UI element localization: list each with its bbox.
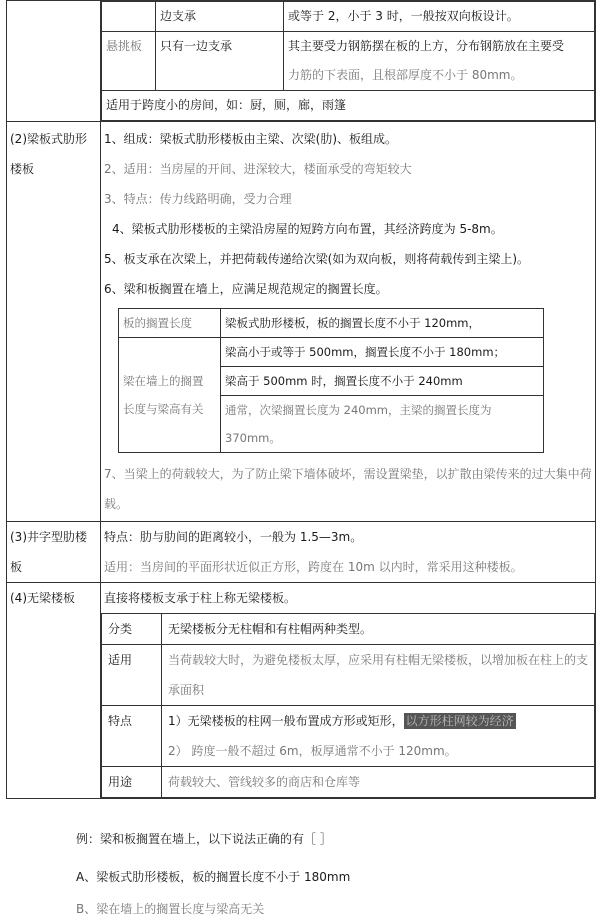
waffle-feature: 特点：肋与肋间的距离较小，一般为 1.5—3m。 — [104, 530, 363, 544]
bearing-beam-label: 长度与梁高有关 — [123, 402, 204, 416]
table-row — [102, 767, 595, 798]
bearing-typical-value: 通常，次梁搁置长度为 240mm，主梁的搁置长度为 370mm。 — [221, 396, 544, 453]
row-text: 无梁楼板分无柱帽和有柱帽两种类型。 — [162, 614, 595, 645]
option-b: B、梁在墙上的搁置长度与梁高无关 — [76, 902, 265, 916]
bearing-slab-value: 梁板式肋形楼板，板的搁置长度不小于 120mm， — [221, 309, 544, 338]
table-row — [102, 614, 595, 645]
slab-type-section — [7, 1, 596, 122]
bearing-beam-value: 梁高于 500mm 时，搁置长度不小于 240mm — [221, 367, 544, 396]
list-item: 5、板支承在次梁上，并把荷载传递给次梁(如为双向板，则将荷载传到主梁上)。 — [104, 252, 530, 266]
list-item: 4、梁板式肋形楼板的主梁沿房屋的短跨方向布置，其经济跨度为 5-8m。 — [112, 222, 503, 236]
table-row — [102, 32, 595, 91]
section-head: (4)无梁楼板 — [7, 583, 101, 799]
question-stem: 例：梁和板搁置在墙上，以下说法正确的有［ ］ — [76, 832, 332, 846]
row-label: 用途 — [102, 767, 162, 798]
support-desc-line: 其主要受力钢筋摆在板的上方，分布钢筋放在主要受 — [288, 39, 565, 53]
support-desc-line: 力筋的下表面，且根部厚度不小于 80mm。 — [288, 68, 523, 82]
flat-slab-section — [7, 583, 596, 799]
usage-note: 适用于跨度小的房间，如：厨，厕，廊，雨篷 — [102, 91, 595, 121]
table-row — [102, 91, 595, 121]
row-label: 适用 — [102, 645, 162, 706]
bearing-length-subtable — [118, 308, 544, 453]
feature-line: 1）无梁楼板的柱网一般布置成方形或矩形， 以方形柱网较为经济 — [168, 714, 514, 728]
row-label: 分类 — [102, 614, 162, 645]
bearing-beam-label: 梁在墙上的搁置 — [123, 374, 204, 388]
bearing-beam-value: 梁高小于或等于 500mm，搁置长度不小于 180mm； — [221, 338, 544, 367]
support-desc: 或等于 2，小于 3 时，一般按双向板设计。 — [284, 2, 595, 32]
waffle-usage: 适用：当房间的平面形状近似正方形，跨度在 10m 以内时，常采用这种楼板。 — [104, 560, 523, 574]
beam-slab-section — [7, 122, 596, 522]
row-text: 当荷载较大时，为避免楼板太厚，应采用有柱帽无梁楼板，以增加板在柱上的支承面积 — [162, 645, 595, 706]
feature-line: 2） 跨度一般不超过 6m，板厚通常不小于 120mm。 — [168, 744, 457, 758]
waffle-slab-section — [7, 522, 596, 583]
table-row — [102, 645, 595, 706]
highlighted-text: 以方形柱网较为经济 — [405, 714, 514, 728]
list-item: 1、组成：梁板式肋形楼板由主梁、次梁(肋)、板组成。 — [104, 132, 398, 146]
table-row — [119, 309, 544, 338]
bearing-slab-label: 板的搁置长度 — [119, 309, 221, 338]
option-a: A、梁板式肋形楼板，板的搁置长度不小于 180mm — [76, 870, 351, 884]
cantilever-head: 悬挑板 — [102, 32, 156, 91]
row-label: 特点 — [102, 706, 162, 767]
table-row — [102, 2, 595, 32]
support-label: 边支承 — [156, 2, 284, 32]
slab-support-subtable — [101, 1, 595, 121]
section-head: (3)井字型肋楼板 — [7, 522, 101, 583]
list-item: 2、适用：当房屋的开间、进深较大，楼面承受的弯矩较大 — [104, 162, 412, 176]
table-row — [102, 706, 595, 767]
row-text: 荷载较大、管线较多的商店和仓库等 — [162, 767, 595, 798]
section-head: (2)梁板式肋形楼板 — [7, 122, 101, 522]
support-label: 只有一边支承 — [156, 32, 284, 91]
list-item: 3、特点：传力线路明确，受力合理 — [104, 192, 292, 206]
list-item: 6、梁和板搁置在墙上，应满足规范规定的搁置长度。 — [104, 282, 388, 296]
flat-slab-subtable — [101, 613, 595, 798]
list-item: 7、当梁上的荷载较大，为了防止梁下墙体破坏，需设置梁垫，以扩散由梁传来的过大集中荷载。 — [104, 467, 592, 511]
table-row — [119, 338, 544, 367]
flat-slab-intro: 直接将楼板支承于柱上称无梁楼板。 — [104, 591, 297, 605]
floor-slab-table — [6, 0, 596, 799]
